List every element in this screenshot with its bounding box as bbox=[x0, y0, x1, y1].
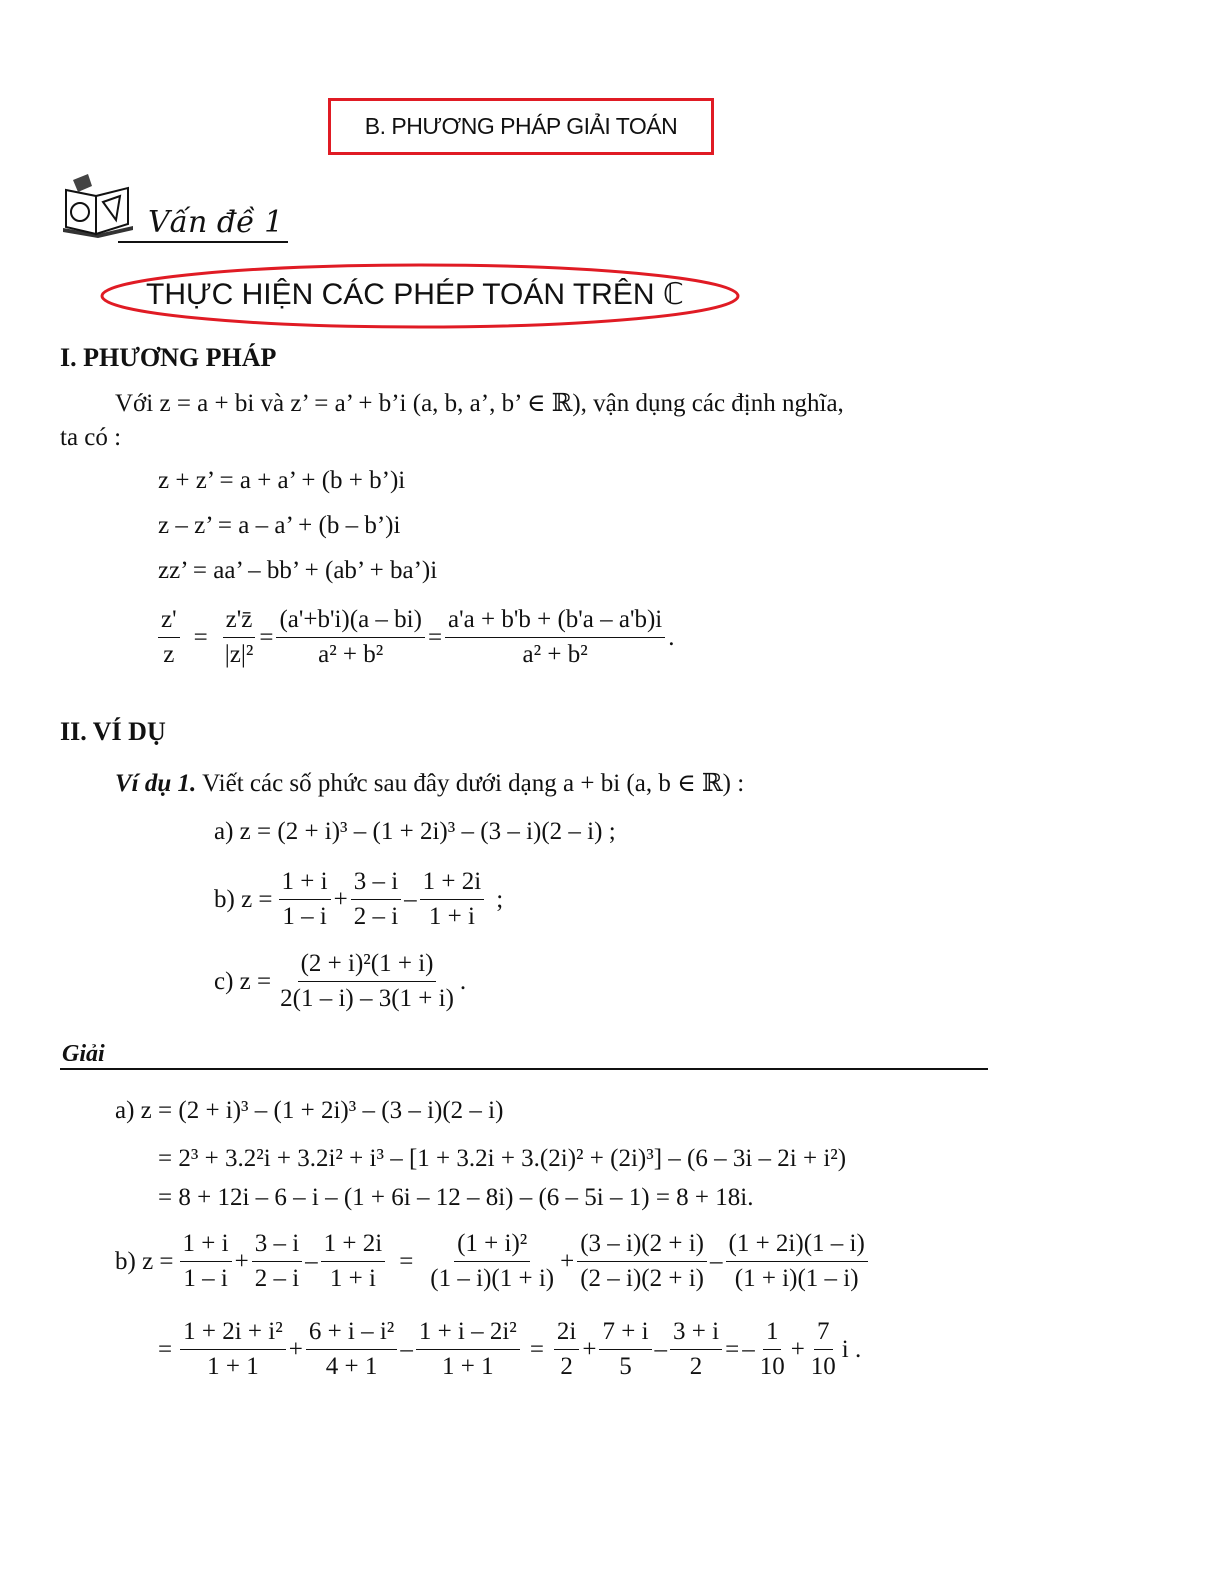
fraction: $\frac{1 + i}{1 - i}$ bbox=[180, 1230, 232, 1293]
intro-line-2: ta có : bbox=[60, 424, 122, 451]
formula-product: zz’ = aa’ – bb’ + (ab’ + ba’)i bbox=[158, 557, 438, 584]
fraction: $\frac{\text{(2 + i)²(1 + i)}}{2(1 - i) - 3(1 + i)}$ bbox=[280, 950, 454, 1012]
fraction: $\frac{\text{6 + i – i²}}{4 + 1}$ bbox=[306, 1318, 398, 1381]
fraction: $\frac{1 + 2i}{1 + i}$ bbox=[321, 1230, 386, 1293]
example-1 bbox=[115, 768, 744, 798]
fraction: $\frac{(a'+b'i)(a - bi)}{\text{a² + b²}}$ bbox=[276, 606, 425, 669]
formula-sum: z + z’ = a + a’ + (b + b’)i bbox=[158, 467, 406, 494]
formula-difference: z – z’ = a – a’ + (b – b’)i bbox=[158, 512, 401, 539]
fraction: $\frac{1}{10}$ bbox=[759, 1318, 785, 1380]
fraction: $\frac{1 + 2i}{1 + i}$ bbox=[420, 868, 485, 931]
example-part-c: c) z = $\frac{\text{(2 + i)²(1 + i)}}{2(1 - i) - 3(1 + i)}$ . bbox=[214, 950, 467, 1012]
fraction: $\frac{(3 - i)(2 + i)}{(2 - i)(2 + i)}$ bbox=[577, 1230, 707, 1293]
fraction: $\frac{\text{1 + 2i + i²}}{1 + 1}$ bbox=[180, 1318, 286, 1381]
solution-rule bbox=[60, 1068, 988, 1070]
topic-label: Vấn đề 1 bbox=[148, 205, 284, 240]
solution-a-line-3: = 8 + 12i – 6 – i – (1 + 6i – 12 – 8i) – (6 – 5i – 1) = 8 + 18i. bbox=[158, 1184, 754, 1211]
topic-title bbox=[146, 277, 684, 312]
equals-sign: = bbox=[259, 623, 274, 651]
heading-examples: II. VÍ DỤ bbox=[60, 717, 166, 746]
equals-sign: = bbox=[193, 623, 208, 651]
solution-label: Giải bbox=[62, 1041, 105, 1067]
fraction: $\frac{\text{(1 + i)²}}{(1 - i)(1 + i)}$ bbox=[430, 1230, 555, 1292]
intro-line-1: Với z = a + bi và z’ = a’ + b’i (a, b, a’, b’ ∈ ℝ), vận dụng các định nghĩa, bbox=[115, 390, 844, 417]
solution-b-line-2: = $\frac{\text{1 + 2i + i²}}{1 + 1}$ + $\frac{\text{6 + i – i²}}{4 + 1}$ – $\frac{\text{1 + i – 2i²}}{1 + 1}$ = $\frac{2i}{2}$ + $\frac{7 + i}{5}$ – $\frac{3 + i}{2}$ = – $\frac{1}{10}$ + $\frac{7}{10}$ i . bbox=[158, 1318, 862, 1380]
fraction: $\frac{3 + i}{2}$ bbox=[670, 1318, 722, 1381]
book-geometry-icon bbox=[58, 172, 138, 242]
formula-quotient bbox=[158, 606, 678, 669]
example-label: Ví dụ 1. bbox=[115, 770, 197, 797]
fraction: $\frac{7}{10}$ bbox=[810, 1318, 836, 1380]
heading-method: I. PHƯƠNG PHÁP bbox=[60, 343, 277, 372]
fraction: $\frac{z'}{z}$ bbox=[158, 606, 180, 669]
fraction: $\frac{2i}{2}$ bbox=[554, 1318, 579, 1381]
fraction: $\frac{3 - i}{2 - i}$ bbox=[351, 868, 401, 931]
solution-a-line-1: a) z = (2 + i)³ – (1 + 2i)³ – (3 – i)(2 – i) bbox=[115, 1097, 504, 1124]
complex-set-symbol: ℂ bbox=[662, 277, 684, 312]
example-part-b: b) z = $\frac{1 + i}{1 - i}$ + $\frac{3 - i}{2 - i}$ – $\frac{1 + 2i}{1 + i}$ ; bbox=[214, 868, 504, 930]
period: . bbox=[668, 623, 675, 651]
fraction: $\frac{(1 + 2i)(1 - i)}{(1 + i)(1 - i)}$ bbox=[726, 1230, 868, 1293]
fraction: $\frac{1 + i}{1 - i}$ bbox=[279, 868, 331, 931]
fraction: $\frac{\text{1 + i – 2i²}}{1 + 1}$ bbox=[416, 1318, 520, 1381]
topic-title-text: THỰC HIỆN CÁC PHÉP TOÁN TRÊN bbox=[146, 278, 655, 311]
topic-underline bbox=[118, 241, 288, 243]
example-text: Viết các số phức sau đây dưới dạng a + bi (a, b ∈ ℝ) : bbox=[202, 770, 745, 797]
example-part-a: a) z = (2 + i)³ – (1 + 2i)³ – (3 – i)(2 – i) ; bbox=[214, 818, 616, 845]
fraction: $\frac{z'z̄}{\text{|z|²}}$ bbox=[222, 606, 257, 669]
solution-a-line-2: = 2³ + 3.2²i + 3.2i² + i³ – [1 + 3.2i + 3.(2i)² + (2i)³] – (6 – 3i – 2i + i²) bbox=[158, 1145, 847, 1172]
fraction: $\frac{3 - i}{2 - i}$ bbox=[252, 1230, 302, 1293]
fraction: $\frac{7 + i}{5}$ bbox=[599, 1318, 651, 1381]
section-header-box bbox=[328, 98, 714, 155]
fraction: $\frac{a'a + b'b + (b'a - a'b)i}{\text{a² + b²}}$ bbox=[445, 606, 665, 669]
solution-b-line-1: b) z = $\frac{1 + i}{1 - i}$ + $\frac{3 - i}{2 - i}$ – $\frac{1 + 2i}{1 + i}$ = $\frac{\text{(1 + i)²}}{(1 - i)(1 + i)}$ + $\frac{(3 - i)(2 + i)}{(2 - i)(2 + i)}$ – $\frac{(1 + 2i)(1 - i)}{(1 + i)(1 - i)}$ bbox=[115, 1230, 868, 1293]
section-header-text: B. PHƯƠNG PHÁP GIẢI TOÁN bbox=[364, 113, 678, 139]
equals-sign: = bbox=[427, 623, 443, 651]
